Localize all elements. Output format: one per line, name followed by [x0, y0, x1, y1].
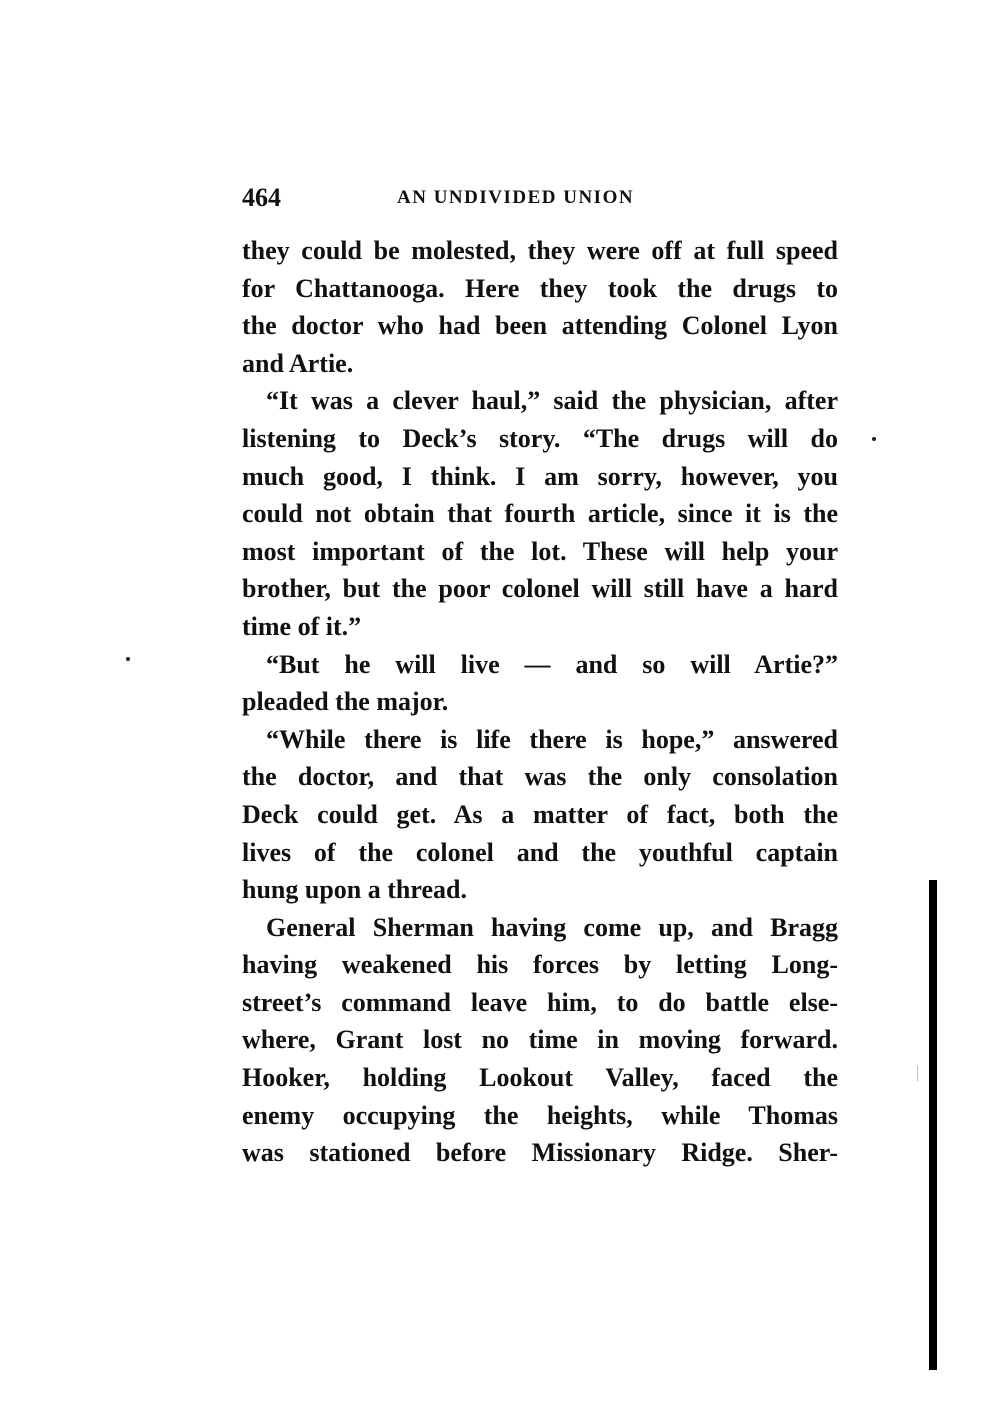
- text-line: they could be molested, they were off at full speed: [242, 236, 838, 265]
- text-line: “While there is life there is hope,” answered: [266, 724, 838, 754]
- paragraph: [242, 721, 838, 909]
- text-line: Deck could get. As a matter of fact, both the: [242, 799, 838, 829]
- scan-gutter-tick: [917, 1065, 918, 1081]
- text-line: where, Grant lost no time in moving forward.: [242, 1025, 838, 1055]
- text-line: brother, but the poor colonel will still have a hard: [242, 574, 838, 604]
- text-line: the doctor, and that was the only consolation: [242, 762, 838, 792]
- text-line: pleaded the major.: [242, 687, 449, 717]
- paragraph: [242, 232, 838, 382]
- text-line: time of it.”: [242, 611, 362, 641]
- text-line: could not obtain that fourth article, since it is the: [242, 499, 838, 529]
- text-line: for Chattanooga. Here they took the drugs to: [242, 273, 838, 303]
- paragraph: [242, 909, 838, 1172]
- running-title: AN UNDIVIDED UNION: [397, 187, 635, 208]
- text-line: lives of the colonel and the youthful captain: [242, 837, 838, 867]
- scan-speck: [126, 657, 130, 661]
- text-line: “But he will live — and so will Artie?”: [266, 649, 838, 679]
- scan-gutter-shadow: [929, 880, 937, 1370]
- text-line: General Sherman having come up, and Bragg: [266, 912, 838, 942]
- text-line: hung upon a thread.: [242, 875, 467, 905]
- text-line: listening to Deck’s story. “The drugs will do: [242, 423, 838, 453]
- text-line: street’s command leave him, to do battle else-: [242, 987, 838, 1017]
- text-line: enemy occupying the heights, while Thomas: [242, 1100, 838, 1130]
- text-line: was stationed before Missionary Ridge. Sher-: [242, 1138, 838, 1168]
- paragraph: [242, 646, 838, 721]
- paragraph: [242, 382, 838, 645]
- text-line: and Artie.: [242, 348, 354, 378]
- text-line: Hooker, holding Lookout Valley, faced the: [242, 1063, 838, 1093]
- text-line: having weakened his forces by letting Long-: [242, 950, 838, 980]
- text-line: the doctor who had been attending Colonel Lyon: [242, 311, 838, 341]
- text-line: much good, I think. I am sorry, however, you: [242, 461, 838, 491]
- body-text: [242, 232, 838, 1172]
- page-header: [242, 180, 838, 216]
- text-line: most important of the lot. These will help your: [242, 536, 838, 566]
- scan-speck: [872, 437, 876, 441]
- page-number: 464: [242, 183, 281, 212]
- text-line: “It was a clever haul,” said the physician, after: [266, 386, 838, 416]
